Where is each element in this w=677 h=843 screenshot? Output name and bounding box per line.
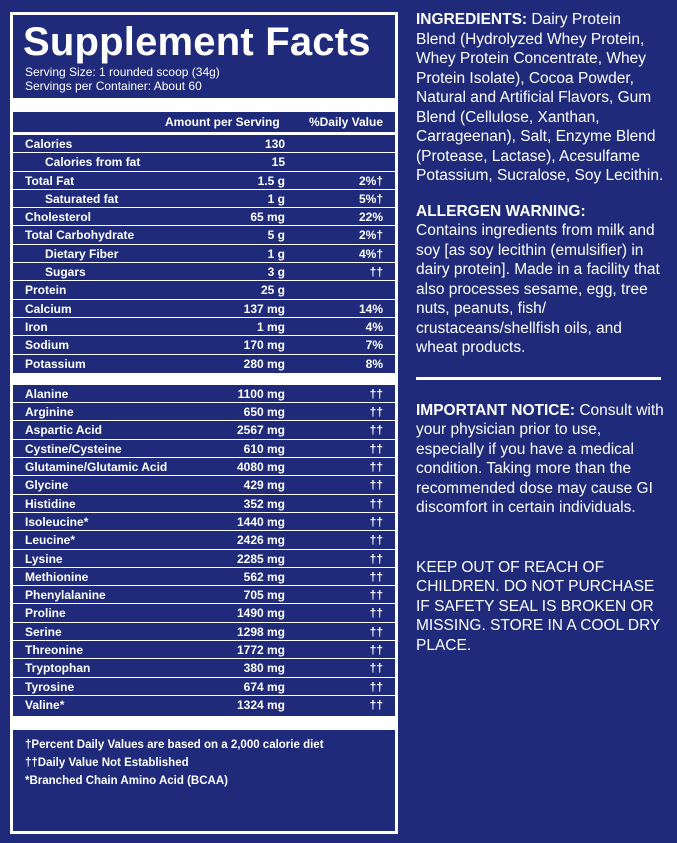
notice-heading: IMPORTANT NOTICE: — [416, 401, 576, 419]
row-label: Tryptophan — [25, 661, 91, 676]
row-label: Leucine* — [25, 533, 76, 548]
row-amount: 1100 mg — [237, 386, 285, 401]
section-divider — [416, 377, 661, 380]
table-row — [13, 641, 395, 659]
row-amount: 705 mg — [243, 588, 285, 603]
row-daily-value: †† — [369, 606, 383, 621]
row-label: Proline — [25, 606, 66, 621]
row-daily-value: †† — [369, 460, 383, 475]
row-label: Total Fat — [25, 173, 75, 188]
row-label: Iron — [25, 319, 48, 334]
nutrient-table — [13, 135, 395, 373]
row-label: Calories — [25, 137, 73, 151]
supplement-facts-panel — [10, 12, 398, 834]
ingredients-heading: INGREDIENTS: — [416, 11, 528, 28]
row-daily-value: 2%† — [358, 173, 383, 188]
table-row — [13, 678, 395, 696]
row-daily-value: †† — [369, 661, 383, 676]
row-label: Serine — [25, 624, 62, 639]
row-daily-value: 5%† — [358, 191, 383, 206]
row-daily-value: †† — [369, 679, 383, 694]
row-daily-value: †† — [369, 569, 383, 584]
table-row — [13, 172, 395, 190]
servings-per-container: Servings per Container: About 60 — [25, 79, 202, 93]
row-label: Valine* — [25, 697, 65, 712]
row-label: Lysine — [25, 551, 63, 566]
row-daily-value: 8% — [365, 356, 383, 371]
footnote: *Branched Chain Amino Acid (BCAA) — [25, 775, 228, 788]
footnotes — [25, 736, 395, 790]
table-row — [13, 659, 395, 677]
row-label: Phenylalanine — [25, 588, 106, 603]
row-amount: 674 mg — [243, 679, 285, 694]
row-amount: 5 g — [267, 228, 285, 243]
table-row — [13, 696, 395, 714]
row-label: Total Carbohydrate — [25, 228, 135, 243]
table-row — [13, 513, 395, 531]
row-label: Saturated fat — [45, 191, 119, 206]
col-dv-header: %Daily Value — [308, 115, 383, 129]
row-amount: 429 mg — [243, 478, 285, 493]
table-row — [13, 226, 395, 244]
serving-size: Serving Size: 1 rounded scoop (34g) — [25, 65, 220, 79]
table-row — [13, 336, 395, 354]
row-daily-value: †† — [369, 265, 383, 280]
row-daily-value: †† — [369, 423, 383, 438]
row-amount: 1.5 g — [257, 173, 285, 188]
row-daily-value: 7% — [365, 338, 383, 353]
row-label: Isoleucine* — [25, 514, 89, 529]
row-daily-value: 22% — [358, 210, 383, 225]
row-label: Potassium — [25, 356, 86, 371]
row-label: Threonine — [25, 643, 84, 658]
table-row — [13, 208, 395, 226]
row-amount: 3 g — [267, 265, 285, 280]
ingredients-text: Dairy Protein Blend (Hydrolyzed Whey Protein, Whey Protein Concentrate, Whey Protein Isolate), Cocoa Powder, Natural and Artificial Flavors, Gum Blend (Cellulose, Xanthan, Carrageenan), Salt, Enzyme Blend (Protease, Lactase), Acesulfame Potassium, Sucralose, Soy Lecithin. — [416, 11, 664, 184]
column-header — [13, 112, 395, 135]
row-amount: 15 — [271, 155, 285, 170]
row-daily-value: 14% — [358, 301, 383, 316]
row-label: Glycine — [25, 478, 69, 493]
row-amount: 1298 mg — [236, 624, 285, 639]
row-label: Dietary Fiber — [45, 246, 119, 261]
row-label: Protein — [25, 283, 67, 298]
row-daily-value: †† — [369, 533, 383, 548]
table-row — [13, 385, 395, 403]
row-amount: 2426 mg — [236, 533, 285, 548]
row-daily-value: †† — [369, 478, 383, 493]
allergen-heading: ALLERGEN WARNING: — [416, 202, 586, 220]
row-amount: 170 mg — [243, 338, 285, 353]
row-amount: 2285 mg — [236, 551, 285, 566]
row-daily-value: †† — [369, 588, 383, 603]
row-label: Glutamine/Glutamic Acid — [25, 460, 168, 475]
row-daily-value: †† — [369, 514, 383, 529]
row-daily-value: †† — [369, 386, 383, 401]
table-row — [13, 245, 395, 263]
row-daily-value: †† — [369, 643, 383, 658]
table-row — [13, 550, 395, 568]
bottom-divider — [13, 716, 395, 730]
row-amount: 1490 mg — [236, 606, 285, 621]
row-label: Calories from fat — [45, 155, 141, 170]
thick-divider — [13, 98, 395, 112]
label-text-column — [416, 10, 664, 655]
row-daily-value: †† — [369, 697, 383, 712]
row-label: Calcium — [25, 301, 72, 316]
row-amount: 610 mg — [243, 441, 285, 456]
table-row — [13, 440, 395, 458]
row-amount: 1324 mg — [236, 697, 285, 712]
row-amount: 380 mg — [243, 661, 285, 676]
row-daily-value: †† — [369, 551, 383, 566]
row-amount: 1 mg — [256, 319, 285, 334]
row-label: Arginine — [25, 405, 74, 420]
table-row — [13, 604, 395, 622]
table-row — [13, 190, 395, 208]
table-row — [13, 568, 395, 586]
row-daily-value: †† — [369, 405, 383, 420]
row-amount: 562 mg — [243, 569, 285, 584]
facts-title: Supplement Facts — [23, 20, 371, 64]
table-row — [13, 300, 395, 318]
table-row — [13, 153, 395, 171]
row-amount: 130 — [264, 137, 285, 151]
row-label: Histidine — [25, 496, 76, 511]
row-amount: 1 g — [267, 246, 285, 261]
row-label: Sugars — [45, 265, 86, 280]
row-amount: 1 g — [267, 191, 285, 206]
notice-block — [416, 401, 664, 518]
footnote: ††Daily Value Not Established — [25, 757, 189, 770]
row-amount: 1772 mg — [236, 643, 285, 658]
row-amount: 280 mg — [243, 356, 285, 371]
table-row — [13, 623, 395, 641]
row-amount: 1440 mg — [236, 514, 285, 529]
table-row — [13, 531, 395, 549]
table-row — [13, 318, 395, 336]
table-row — [13, 263, 395, 281]
ingredients-block — [416, 10, 664, 186]
row-label: Cystine/Cysteine — [25, 441, 122, 456]
table-row — [13, 355, 395, 373]
row-amount: 137 mg — [243, 301, 285, 316]
allergen-text: Contains ingredients from milk and soy [as soy lecithin (emulsifier) in dairy protein]. Made in a facility that also processes sesame, egg, tree nuts, peanuts, fish/ crustaceans/shellfish oils, and wheat products. — [416, 222, 660, 356]
row-daily-value: 4%† — [358, 246, 383, 261]
row-daily-value: 2%† — [358, 228, 383, 243]
footnote: †Percent Daily Values are based on a 2,000 calorie diet — [25, 739, 324, 752]
table-row — [13, 495, 395, 513]
table-row — [13, 586, 395, 604]
keep-out-warning: KEEP OUT OF REACH OF CHILDREN. DO NOT PURCHASE IF SAFETY SEAL IS BROKEN OR MISSING. STORE IN A COOL DRY PLACE. — [416, 558, 661, 654]
amino-acid-table — [13, 385, 395, 714]
table-row — [13, 403, 395, 421]
row-label: Alanine — [25, 386, 69, 401]
row-amount: 65 mg — [250, 210, 285, 225]
row-amount: 352 mg — [243, 496, 285, 511]
notice-text: Consult with your physician prior to use, especially if you have a medical condition. Taking more than the recommended dose may cause GI discomfort in certain individuals. — [416, 401, 664, 516]
row-amount: 4080 mg — [236, 460, 285, 475]
row-label: Tyrosine — [25, 679, 75, 694]
row-label: Aspartic Acid — [25, 423, 102, 438]
table-row — [13, 421, 395, 439]
row-daily-value: †† — [369, 496, 383, 511]
table-row — [13, 458, 395, 476]
row-amount: 25 g — [260, 283, 285, 298]
row-label: Methionine — [25, 569, 89, 584]
row-daily-value: †† — [369, 624, 383, 639]
row-amount: 650 mg — [243, 405, 285, 420]
mid-divider — [13, 373, 395, 385]
row-label: Cholesterol — [25, 210, 92, 225]
row-daily-value: †† — [369, 441, 383, 456]
col-amount-header: Amount per Serving — [165, 115, 280, 129]
table-row — [13, 135, 395, 153]
row-label: Sodium — [25, 338, 69, 353]
table-row — [13, 476, 395, 494]
row-daily-value: 4% — [365, 319, 383, 334]
table-row — [13, 281, 395, 299]
row-amount: 2567 mg — [236, 423, 285, 438]
